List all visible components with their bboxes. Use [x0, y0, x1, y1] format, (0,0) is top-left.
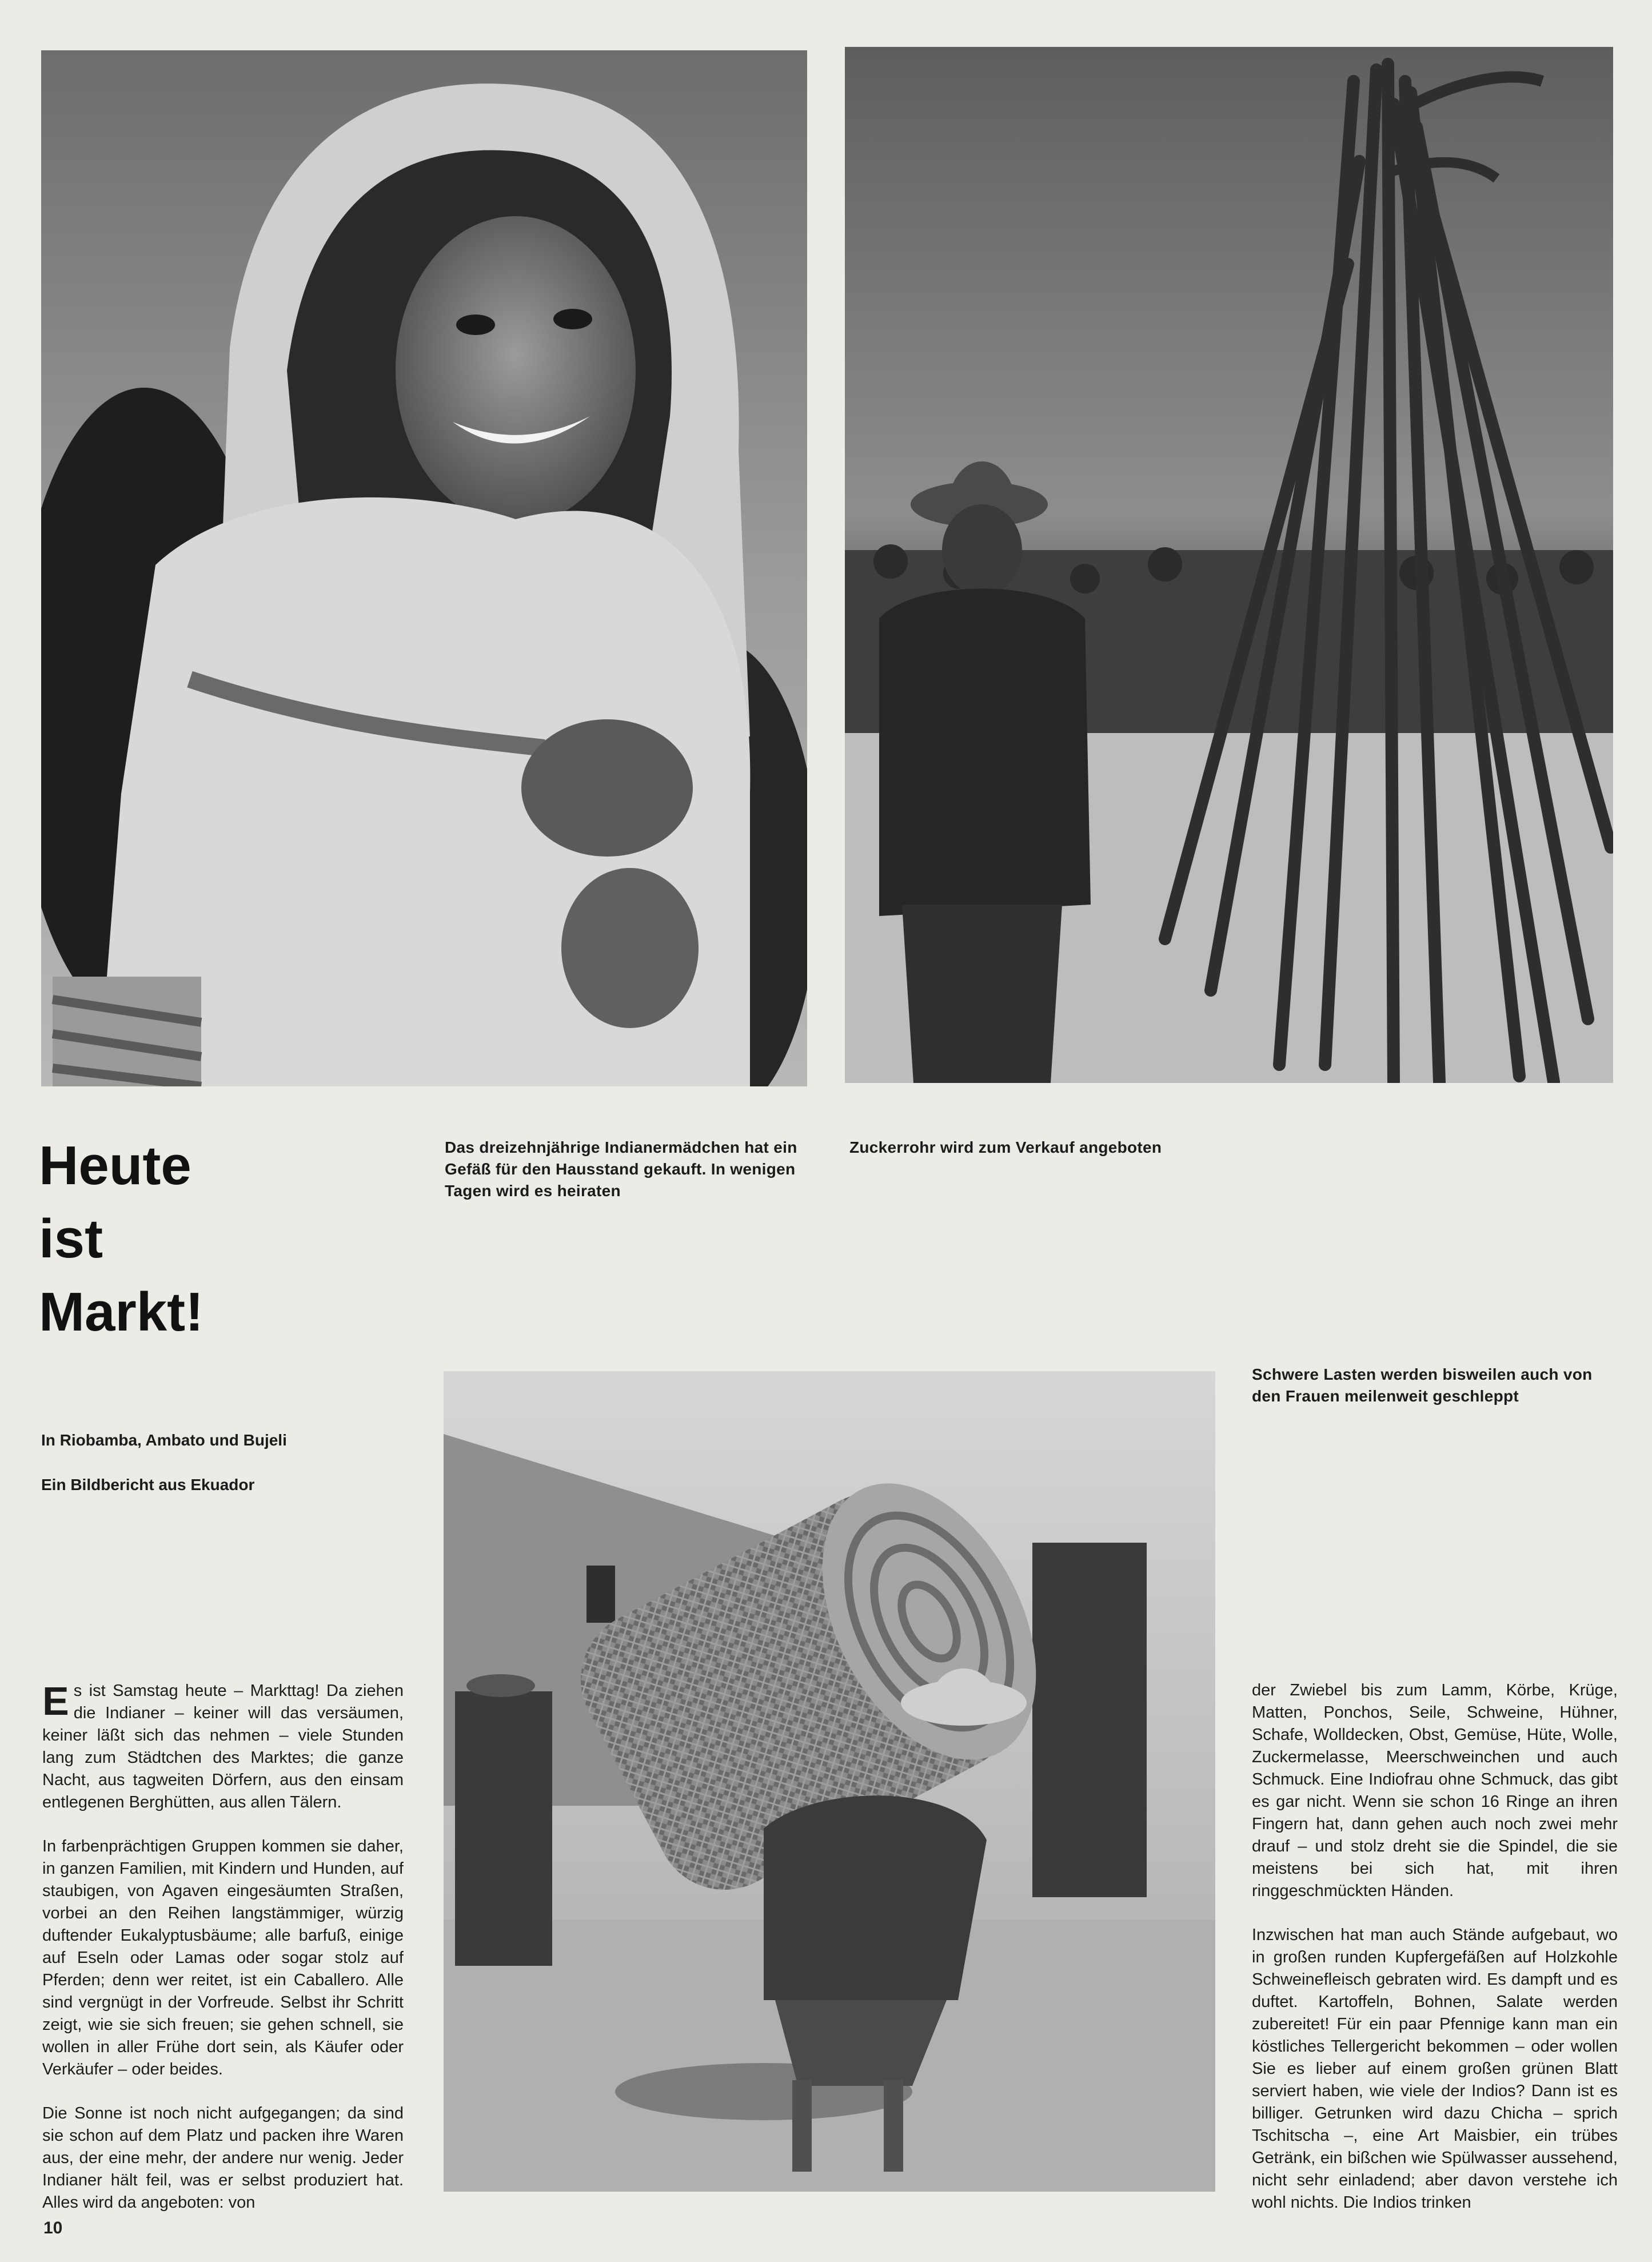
headline-line-2: ist: [39, 1208, 103, 1269]
body-column-right: [1252, 1679, 1618, 2236]
drop-cap: E: [42, 1679, 69, 1723]
subhead-report: Ein Bildbericht aus Ekuador: [41, 1476, 255, 1494]
body-paragraph-1: [42, 1680, 404, 1814]
headline-line-3: Markt!: [39, 1281, 204, 1343]
body-column-left: [42, 1680, 404, 2236]
subhead-locations: In Riobamba, Ambato und Bujeli: [41, 1431, 287, 1449]
photo-indian-girl: [41, 50, 807, 1086]
headline-line-1: Heute: [39, 1135, 191, 1196]
body-paragraph-1-text: s ist Samstag heute – Markttag! Da ziehen die Indianer – keiner will das versäumen, keiner läßt sich das nehmen – viele Stunden lang zum Städtchen des Marktes; die ganze Nacht, aus tagweiten Dörfern, aus den einsam entlegenen Berghütten, aus allen Tälern.: [42, 1682, 404, 1811]
photo-sugarcane: [845, 47, 1613, 1083]
caption-indian-girl: Das dreizehnjährige Indianermädchen hat ein Gefäß für den Hausstand gekauft. In wenigen Tagen wird es heiraten: [445, 1138, 797, 1200]
body-paragraph-4: der Zwiebel bis zum Lamm, Körbe, Krüge, Matten, Ponchos, Seile, Schweine, Hühner, Schafe, Wolldecken, Obst, Gemüse, Hüte, Wolle, Zuckermelasse, Meerschweinchen und auch Schmuck. Eine Indiofrau ohne Schmuck, das gibt es gar nicht. Wenn sie schon 16 Ringe an ihren Fingern hat, dann gehen auch noch zwei mehr drauf – und stolz dreht sie die Spindel, die sie meistens bei sich hat, mit ihren ringgeschmückten Händen.: [1252, 1681, 1618, 1900]
body-paragraph-5: Inzwischen hat man auch Stände aufgebaut, wo in großen runden Kupfergefäßen auf Holzkohle Schweinefleisch gebraten wird. Es dampft und es duftet. Kartoffeln, Bohnen, Salate werden zubereitet! Für ein paar Pfennige kann man ein köstliches Tellergericht bekommen – oder wollen Sie es lieber auf einem großen grünen Blatt serviert haben, wie viele der Indios? Dann ist es billiger. Getrunken wird dazu Chicha – sprich Tschitscha –, eine Art Maisbier, ein trübes Getränk, ein bißchen wie Spülwasser aussehend, nicht sehr einladend; aber davon verstehe ich wohl nichts. Die Indios trinken: [1252, 1926, 1618, 2212]
body-paragraph-3: Die Sonne ist noch nicht aufgegangen; da sind sie schon auf dem Platz und packen ihre Waren aus, der eine mehr, der andere nur wenig. Jeder Indianer hält feil, was er selbst produziert hat. Alles wird da angeboten: von: [42, 2104, 404, 2212]
page-headline: [39, 1129, 359, 1349]
body-paragraph-2: In farbenprächtigen Gruppen kommen sie daher, in ganzen Familien, mit Kindern und Hunden, auf staubigen, von Agaven eingesäumten Straßen, vorbei an den Reihen langstämmiger, würzig duftender Eukalyptusbäume; alle barfuß, einige auf Eseln oder Lamas oder sogar stolz auf Pferden; denn wer reitet, ist ein Caballero. Alle sind vergnügt in der Vorfreude. Selbst ihr Schritt zeigt, wie sie sich freuen; sie gehen schnell, sie wollen in aller Frühe dort sein, als Käufer oder Verkäufer – oder beides.: [42, 1837, 404, 2078]
photo-woman-carrying-mats: [444, 1371, 1215, 2192]
caption-heavy-loads: Schwere Lasten werden bisweilen auch von den Frauen meilenweit geschleppt: [1252, 1365, 1593, 1405]
page-number: 10: [43, 2219, 63, 2237]
caption-sugarcane: Zuckerrohr wird zum Verkauf angeboten: [849, 1138, 1162, 1156]
